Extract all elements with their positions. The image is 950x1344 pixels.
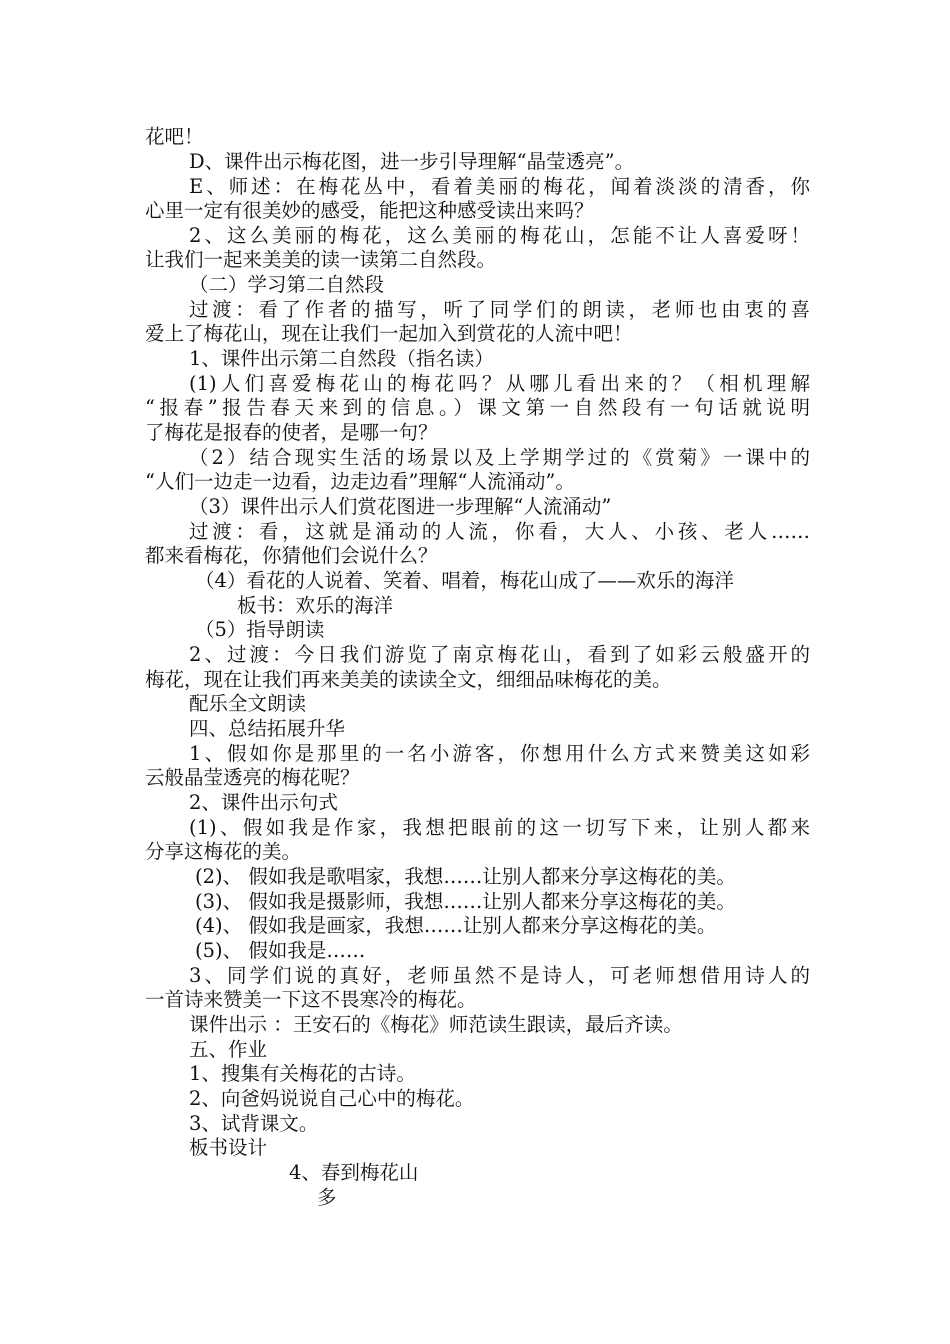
paragraph-line: 心里一定有很美妙的感受，能把这种感受读出来吗？ xyxy=(145,199,594,222)
paragraph-line: 分享这梅花的美。 xyxy=(145,840,302,863)
paragraph-line: (1)人们喜爱梅花山的梅花吗？从哪儿看出来的？（相机理解 xyxy=(189,372,810,395)
paragraph-line: 爱上了梅花山，现在让我们一起加入到赏花的人流中吧！ xyxy=(145,322,633,345)
sentence-pattern: (4)、 假如我是画家，我想……让别人都来分享这梅花的美。 xyxy=(195,914,717,937)
paragraph-line: “人们一边走一边看，边走边看”理解“人流涌动”。 xyxy=(145,470,575,493)
paragraph-line: （2）结合现实生活的场景以及上学期学过的《赏菊》一课中的 xyxy=(189,446,810,469)
paragraph-line: 都来看梅花，你猜他们会说什么？ xyxy=(145,544,438,567)
section-heading: 五、作业 xyxy=(189,1038,268,1061)
blackboard-title: 4、春到梅花山 xyxy=(289,1161,419,1184)
paragraph-line: （4）看花的人说着、笑着、唱着，梅花山成了——欢乐的海洋 xyxy=(195,569,734,592)
sentence-pattern: (3)、 假如我是摄影师，我想……让别人都来分享这梅花的美。 xyxy=(195,890,736,913)
section-heading: 四、总结拓展升华 xyxy=(189,717,346,740)
paragraph-line: 云般晶莹透亮的梅花呢？ xyxy=(145,766,360,789)
paragraph-line: 配乐全文朗读 xyxy=(189,692,307,715)
paragraph-line: 1、假如你是那里的一名小游客，你想用什么方式来赞美这如彩 xyxy=(189,742,810,765)
sentence-pattern: (5)、 假如我是…… xyxy=(195,939,366,962)
list-item: 3、试背课文。 xyxy=(189,1112,319,1135)
paragraph-line: 了梅花是报春的使者，是哪一句？ xyxy=(145,421,438,444)
paragraph-line: 1、课件出示第二自然段（指名读） xyxy=(189,347,494,370)
paragraph-line: 2、这么美丽的梅花，这么美丽的梅花山，怎能不让人喜爱呀！ xyxy=(189,224,810,247)
paragraph-line: 花吧！ xyxy=(145,125,204,148)
paragraph-line: 2、过渡：今日我们游览了南京梅花山，看到了如彩云般盛开的 xyxy=(189,643,810,666)
section-heading: 板书设计 xyxy=(189,1136,268,1159)
paragraph-line: 3、同学们说的真好，老师虽然不是诗人，可老师想借用诗人的 xyxy=(189,964,810,987)
blackboard-note: 多 xyxy=(317,1186,337,1209)
paragraph-line: 过渡：看，这就是涌动的人流，你看，大人、小孩、老人…… xyxy=(189,520,810,543)
paragraph-line: “报春”报告春天来到的信息。）课文第一自然段有一句话就说明 xyxy=(145,396,810,419)
paragraph-line: （5）指导朗读 xyxy=(195,618,325,641)
blackboard-note: 板书：欢乐的海洋 xyxy=(237,594,394,617)
paragraph-line: 过渡：看了作者的描写，听了同学们的朗读，老师也由衷的喜 xyxy=(189,298,810,321)
sentence-pattern: (2)、 假如我是歌唱家，我想……让别人都来分享这梅花的美。 xyxy=(195,865,736,888)
paragraph-line: （3）课件出示人们赏花图进一步理解“人流涌动” xyxy=(189,495,612,518)
section-heading: （二）学习第二自然段 xyxy=(189,273,385,296)
list-item: 2、向爸妈说说自己心中的梅花。 xyxy=(189,1087,475,1110)
paragraph-line: 2、课件出示句式 xyxy=(189,791,338,814)
paragraph-line: 让我们一起来美美的读一读第二自然段。 xyxy=(145,248,497,271)
paragraph-line: 课件出示 ：王安石的《梅花》师范读生跟读，最后齐读。 xyxy=(189,1013,683,1036)
paragraph-line: D、课件出示梅花图，进一步引导理解“晶莹透亮”。 xyxy=(189,150,635,173)
paragraph-line: (1)、假如我是作家，我想把眼前的这一切写下来，让别人都来 xyxy=(189,816,810,839)
paragraph-line: 梅花，现在让我们再来美美的读读全文，细细品味梅花的美。 xyxy=(145,668,672,691)
paragraph-line: E、师述：在梅花丛中，看着美丽的梅花，闻着淡淡的清香，你 xyxy=(189,175,810,198)
paragraph-line: 一首诗来赞美一下这不畏寒冷的梅花。 xyxy=(145,988,477,1011)
list-item: 1、搜集有关梅花的古诗。 xyxy=(189,1062,416,1085)
